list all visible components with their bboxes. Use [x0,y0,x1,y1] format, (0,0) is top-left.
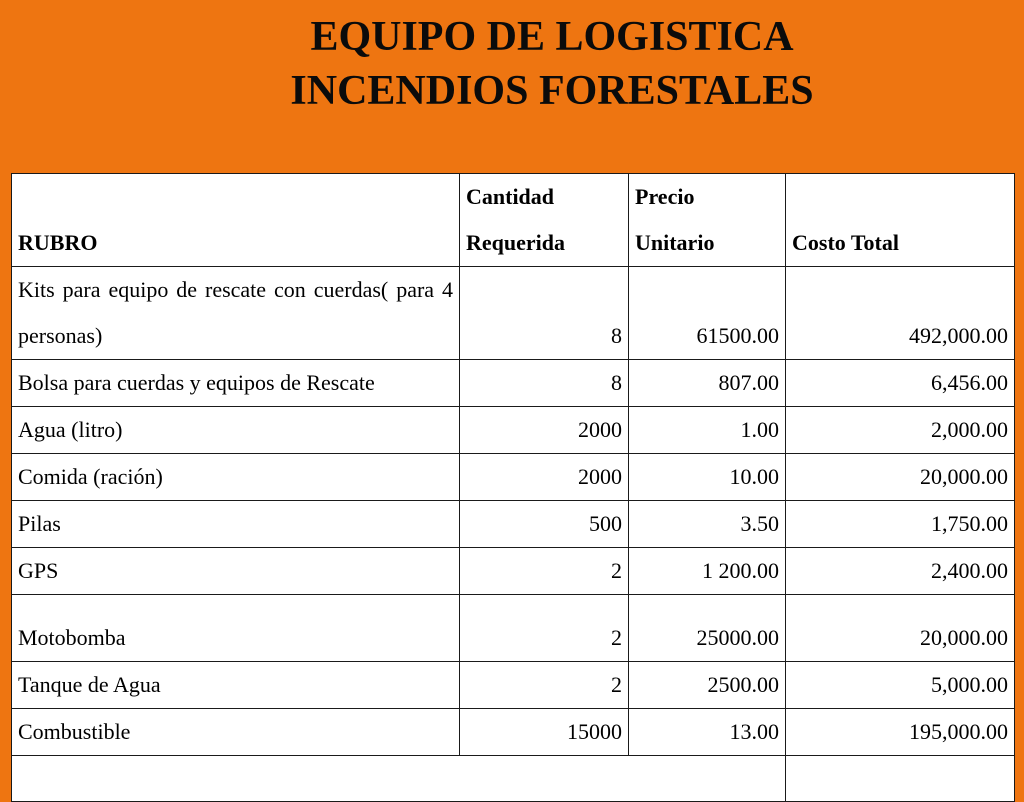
cell-cantidad: 500 [460,501,629,548]
cell-costo: 2,400.00 [786,548,1015,595]
header-row [12,174,1015,267]
table-row [12,267,1015,360]
header-precio: Precio Unitario [629,174,786,267]
cell-rubro: GPS [12,548,460,595]
cell-cantidad: 2000 [460,454,629,501]
cell-costo: 20,000.00 [786,454,1015,501]
cell-precio: 1 200.00 [629,548,786,595]
cell-rubro: Motobomba [12,595,460,662]
cell-costo: 5,000.00 [786,662,1015,709]
cell-rubro: Combustible [12,709,460,756]
header-cantidad: Cantidad Requerida [460,174,629,267]
cell-cantidad: 2 [460,548,629,595]
cell-precio: 3.50 [629,501,786,548]
cell-precio: 61500.00 [629,267,786,360]
cell-precio: 25000.00 [629,595,786,662]
cell-costo: 20,000.00 [786,595,1015,662]
cell-precio: 13.00 [629,709,786,756]
table-row [12,360,1015,407]
table-row [12,709,1015,756]
cell-cantidad: 15000 [460,709,629,756]
total-row-right [786,756,1015,802]
table-row [12,407,1015,454]
title-line-1: EQUIPO DE LOGISTICA [310,14,794,60]
cell-precio: 2500.00 [629,662,786,709]
cell-costo: 6,456.00 [786,360,1015,407]
cell-cantidad: 2 [460,595,629,662]
cell-rubro: Agua (litro) [12,407,460,454]
total-row [12,756,1015,802]
cell-rubro: Tanque de Agua [12,662,460,709]
cell-rubro: Kits para equipo de rescate con cuerdas( para 4 personas) [12,267,460,360]
cell-costo: 492,000.00 [786,267,1015,360]
cell-rubro: Comida (ración) [12,454,460,501]
cell-cantidad: 8 [460,267,629,360]
cell-precio: 807.00 [629,360,786,407]
header-costo: Costo Total [786,174,1015,267]
cell-cantidad: 2000 [460,407,629,454]
table-row [12,662,1015,709]
title-line-2: INCENDIOS FORESTALES [290,68,814,114]
cell-precio: 10.00 [629,454,786,501]
table-row [12,595,1015,662]
table-row [12,548,1015,595]
cell-rubro: Pilas [12,501,460,548]
cell-costo: 2,000.00 [786,407,1015,454]
table-row [12,501,1015,548]
table-row [12,454,1015,501]
cell-rubro: Bolsa para cuerdas y equipos de Rescate [12,360,460,407]
cell-costo: 195,000.00 [786,709,1015,756]
page-title [0,10,1024,118]
cell-precio: 1.00 [629,407,786,454]
total-row-left [12,756,786,802]
cell-cantidad: 8 [460,360,629,407]
header-rubro: RUBRO [12,174,460,267]
cell-costo: 1,750.00 [786,501,1015,548]
cell-cantidad: 2 [460,662,629,709]
cost-table [11,173,1015,802]
